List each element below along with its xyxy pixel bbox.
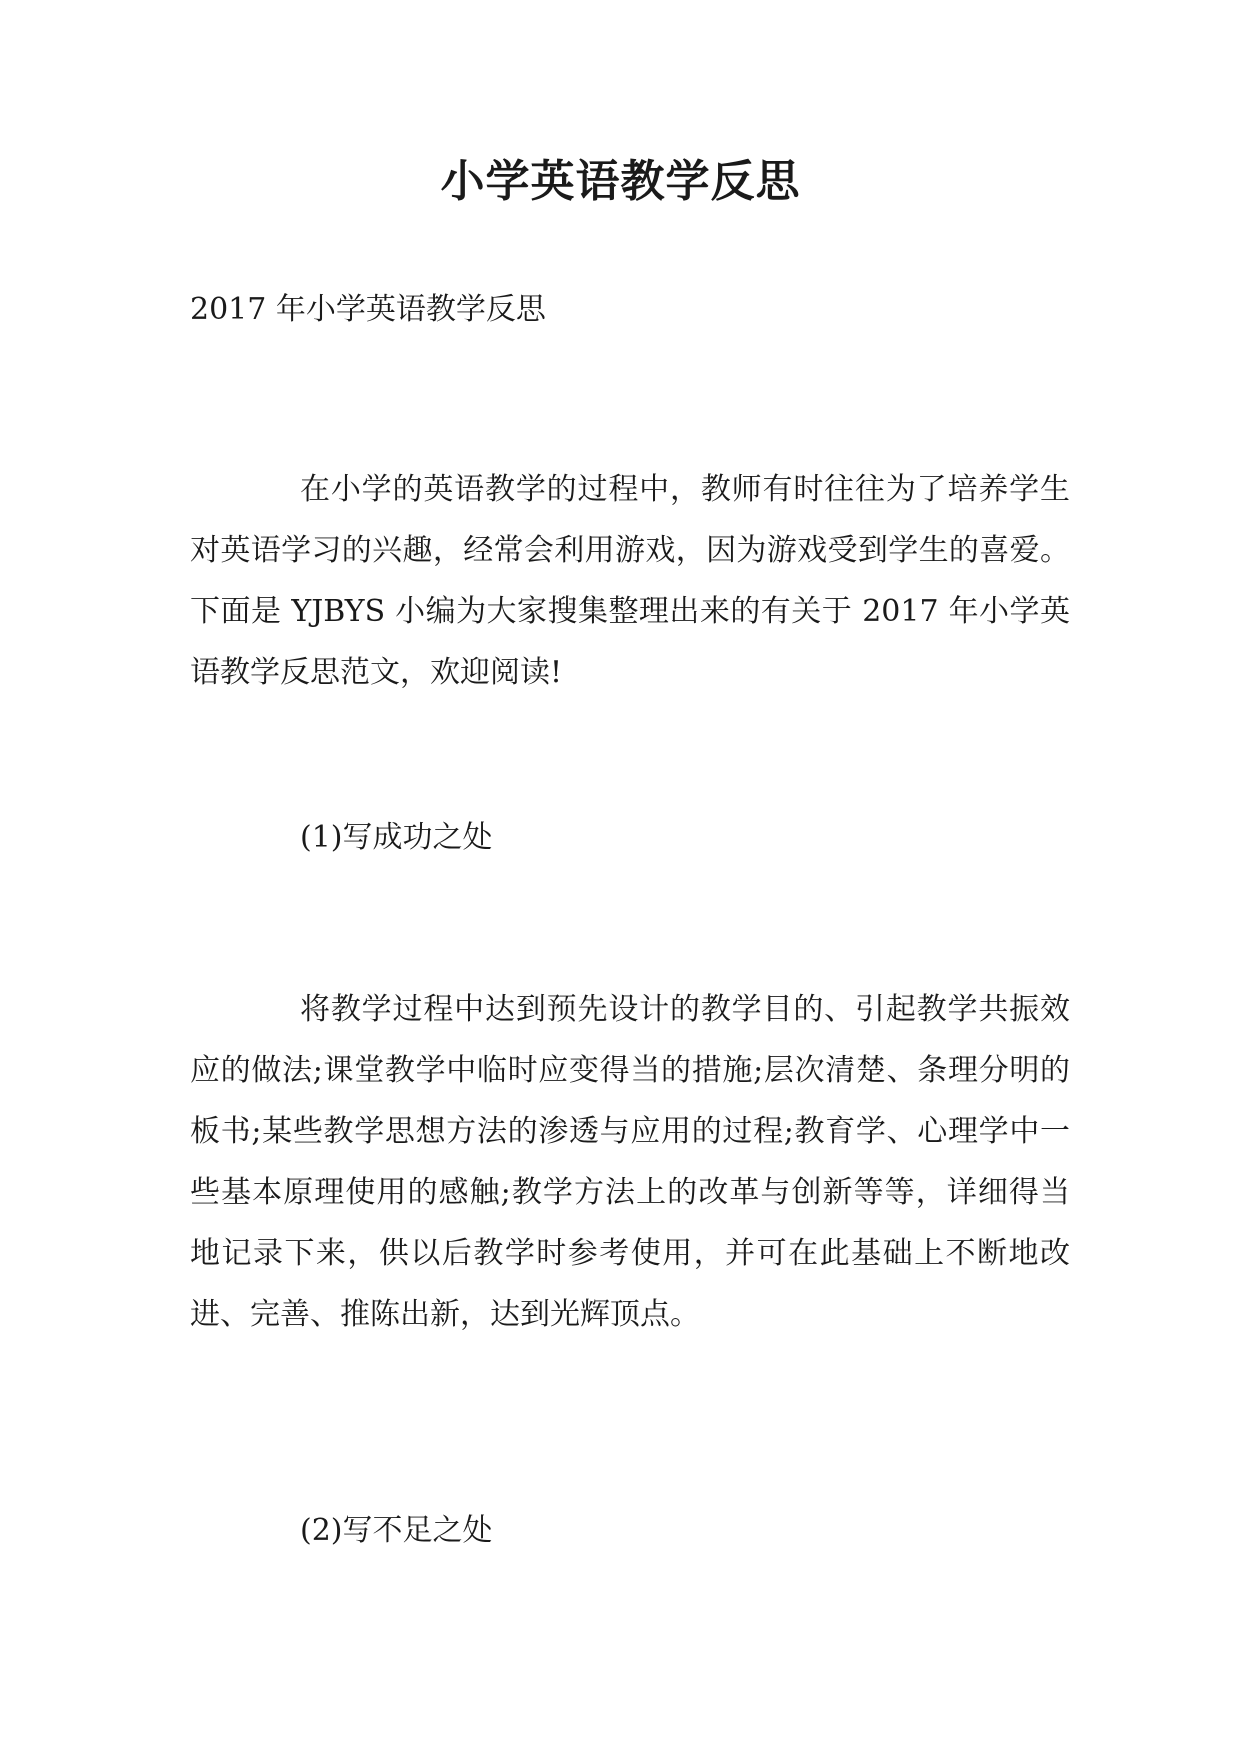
section-heading-success: (1)写成功之处	[300, 820, 493, 855]
intro-paragraph: 在小学的英语教学的过程中，教师有时往往为了培养学生对英语学习的兴趣，经常会利用游戏，因为游戏受到学生的喜爱。下面是 YJBYS 小编为大家搜集整理出来的有关于 2017 年小学英语教学反思范文，欢迎阅读!	[190, 472, 1070, 690]
document-subtitle: 2017 年小学英语教学反思	[190, 292, 546, 327]
section-heading-shortcomings: (2)写不足之处	[300, 1513, 493, 1548]
document-title: 小学英语教学反思	[440, 156, 801, 207]
section-paragraph-success: 将教学过程中达到预先设计的教学目的、引起教学共振效应的做法;课堂教学中临时应变得当的措施;层次清楚、条理分明的板书;某些教学思想方法的渗透与应用的过程;教育学、心理学中一些基本原理使用的感触;教学方法上的改革与创新等等，详细得当地记录下来，供以后教学时参考使用，并可在此基础上不断地改进、完善、推陈出新，达到光辉顶点。	[190, 992, 1070, 1332]
